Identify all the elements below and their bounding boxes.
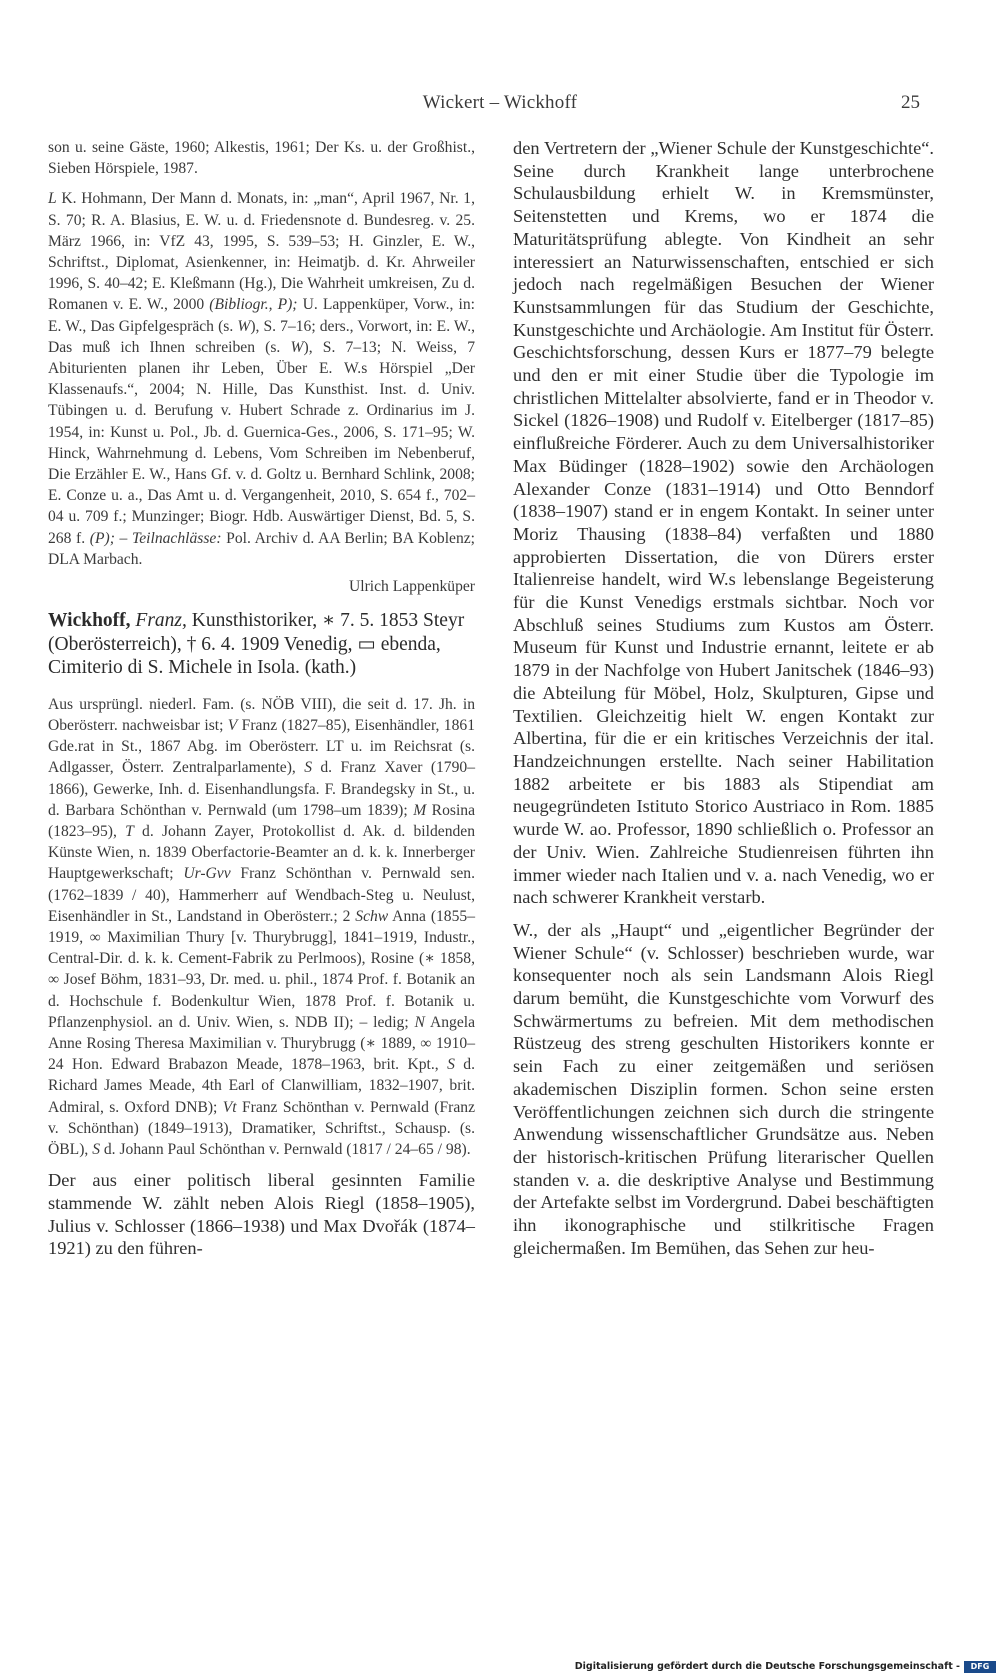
literature-italic: (P); – Teilnachlässe: (89, 529, 222, 547)
biography-paragraph-2: W., der als „Haupt“ und „eigentlicher Begründer der Wiener Schule“ (v. Schlosser) beschrieben wurde, war konsequenter noch als sein Landsmann Alois Riegl darum bemüht, die Kunstgeschichte vom Vorwurf des Schwärmertums zu befreien. Mit dem methodischen Rüstzeug des streng geschulten Historikers konnte er sein Fach zu einer zeitgemäßen und seriösen akademischen Disziplin formen. Schon seine ersten Veröffentlichungen zeichnen sich durch die stringente Anwendung wissenschaftlicher Grundsätze aus. Neben der historisch-kritischen Prüfung literarischer Quellen standen v. a. die deskriptive Analyse und Bestimmung der Artefakte selbst im Vordergrund. Dabei beschäftigten ihn ikonographische und stilkritische Fragen gleichermaßen. Im Bemühen, das Sehen zur heu- (513, 919, 934, 1258)
literature-text: U. Lappenküper, Vorw., in: E. W., Das Gipfelgespräch (s. (48, 296, 475, 335)
genealogy-abbrev: T (125, 822, 134, 840)
genealogy-text: Franz Schönthan v. Pernwald sen. (1762–1839 / 40), Hammerherr auf Wendbach-Steg u. Neulust, Eisenhändler in St., Landstand in Oberösterr.; 2 (48, 865, 476, 925)
genealogy-abbrev: S (447, 1056, 455, 1074)
genealogy-text: Aus ursprüngl. niederl. Fam. (s. NÖB VIII), die seit d. 17. Jh. in Oberösterr. nachweisbar ist; (48, 695, 475, 734)
genealogy-text: d. Franz Xaver (1790–1866), Gewerke, Inh. d. Eisenhandlungsfa. F. Brandegsky in St., u. d. Barbara Schönthan v. Pernwald (um 1798–um 1839); (48, 759, 475, 819)
literature-text: ), S. 7–13; N. Weiss, 7 Abiturienten planen ihr Leben, Über E. W.s Hörspiel „Der Klassenaufs.“, 2004; N. Hille, Das Kunsthist. Inst. d. Univ. Tübingen u. d. Berufung v. Hubert Schrade z. Ordinarius im J. 1954, in: Kunst u. Pol., Jb. d. Guernica-Ges., 2006, S. 171–95; W. Hinck, Wahrnehmung d. Lebens, Vom Schreiben im Nebenberuf, Die Erzähler E. W., Hans Gf. v. d. Goltz u. Bernhard Schlink, 2008; E. Conze u. a., Das Amt u. d. Vergangenheit, 2010, S. 654 f., 702–04 u. 709 f.; Munzinger; Biogr. Hdb. Auswärtiger Dienst, Bd. 5, S. 268 f. (48, 338, 475, 547)
author-signature: Ulrich Lappenküper (349, 578, 475, 596)
literature-italic: (Bibliogr., P); (209, 296, 298, 314)
entry-heading (48, 609, 475, 680)
genealogy-paragraph (48, 694, 475, 1160)
genealogy-text: Anna (1855–1919, ∞ Maximilian Thury [v. Thurybrugg], 1841–1919, Industr., Central-Dir. d. k. k. Cement-Fabrik zu Perlmoos), Rosine (∗ 1858, ∞ Josef Böhm, 1831–93, Dr. med. u. phil., 1874 Prof. f. Botanik an d. Hochschule f. Bodenkultur Wien, 1878 Prof. f. Botanik u. Pflanzenphysiol. an d. Univ. Wien, s. NDB II); – ledig; (48, 907, 475, 1031)
genealogy-text: Angela Anne Rosing Theresa Maximilian v. Thurybrugg (∗ 1889, ∞ 1910–24 Hon. Edward Brabazon Meade, 1878–1963, brit. Kpt., (48, 1013, 476, 1074)
genealogy-abbrev: M (413, 801, 427, 819)
genealogy-text: Franz (1827–85), Eisenhändler, 1861 Gde.rat in St., 1867 Abg. im Oberösterr. LT u. im Reichsrat (s. Adlgasser, Österr. Zentralparlamente), (48, 716, 475, 777)
genealogy-abbrev: Ur-Gvv (183, 865, 231, 883)
entry-vitals: Kunsthistoriker, ∗ 7. 5. 1853 Steyr (Oberösterreich), † 6. 4. 1909 Venedig, ▭ ebenda, Cimiterio di S. Michele in Isola. (kath.) (48, 610, 465, 679)
running-head: Wickert – Wickhoff (422, 92, 578, 113)
genealogy-text: Rosina (1823–95), (48, 801, 476, 840)
left-column (48, 137, 475, 1270)
literature-text: Pol. Archiv d. AA Berlin; BA Koblenz; DLA Marbach. (48, 529, 476, 568)
literature-paragraph (48, 188, 475, 570)
biography-paragraph-start: Der aus einer politisch liberal gesinnten Familie stammende W. zählt neben Alois Riegl (1858–1905), Julius v. Schlosser (1866–1938) und Max Dvořák (1874–1921) zu den führen- (48, 1170, 475, 1259)
literature-italic: W (237, 317, 251, 335)
entry-name: Wickhoff, (48, 610, 131, 632)
genealogy-abbrev: Schw (355, 907, 389, 925)
genealogy-text: d. Johann Paul Schönthan v. Pernwald (1817 / 24–65 / 98). (99, 1141, 471, 1159)
genealogy-abbrev: V (227, 716, 238, 734)
literature-text: K. Hohmann, Der Mann d. Monats, in: „man“, April 1967, Nr. 1, S. 70; R. A. Blasius, E. W. u. d. Friedensnote d. Bundesreg. v. 25. März 1966, in: VfZ 43, 1995, S. 539–53; H. Ginzler, E. W., Schriftst., Diplomat, Asienkenner, in: Heimatjb. d. Kr. Ahrweiler 1996, S. 40–42; E. Kleßmann (Hg.), Die Wahrheit umkreisen, Zu d. Romanen v. E. W., 2000 (48, 190, 475, 314)
genealogy-text: d. Johann Zayer, Protokollist d. Ak. d. bildenden Künste Wien, n. 1839 Oberfactorie-Beamter an d. k. k. Innerberger Hauptgewerkschaft; (48, 822, 475, 883)
entry-firstname: Franz, (135, 610, 187, 632)
genealogy-abbrev: S (304, 759, 312, 777)
literature-label: L (48, 190, 57, 208)
genealogy-abbrev: Vt (222, 1098, 237, 1116)
footer (0, 1660, 1000, 1675)
dfg-logo: DFG (964, 1661, 996, 1673)
literature-italic: W (290, 338, 304, 356)
page-number: 25 (901, 92, 920, 113)
genealogy-abbrev: N (414, 1013, 425, 1031)
biography-paragraph-1: den Vertretern der „Wiener Schule der Kunstgeschichte“. Seine durch Krankheit lange unterbrochene Schulausbildung erhielt W. in Kremsmünster, Seitenstetten und Krems, wo er 1874 die Maturitätsprüfung ablegte. Von Kindheit an sehr interessiert an Naturwissenschaften, entschied er sich jedoch nach regelmäßigen Besuchen der Wiener Kunstsammlungen für das Studium der Geschichte, Kunstgeschichte und Archäologie. Am Institut für Österr. Geschichtsforschung, dessen Kurs er 1877–79 belegte und den er mit einer Studie über die Typologie im christlichen Mittelalter absolvierte, fand er in Theodor v. Sickel (1826–1908) und Rudolf v. Eitelberger (1817–85) einflußreiche Förderer. Auch zu dem Universalhistoriker Max Büdinger (1828–1902) sowie den Archäologen Alexander Conze (1831–1914) und Otto Benndorf (1838–1907) stand er in engem Kontakt. In seiner unter Moriz Thausing (1838–84) verfaßten und 1880 approbierten Dissertation, die von Dürers erster Italienreise handelt, wird W.s lebenslange Begeisterung für die Kunst Venedigs erstmals sichtbar. Noch vor Abschluß seines Studiums zum Kustos am Österr. Museum für Kunst und Industrie ernannt, leitete er ab 1879 in der Nachfolge von Hubert Janitschek (1846–93) die Abteilung für Möbel, Holz, Skulpturen, Gipse und Textilien. Gleichzeitig hielt W. engen Kontakt zur Albertina, für die er ein kritisches Verzeichnis der ital. Handzeichnungen erstellte. Nach seiner Habilitation 1882 arbeitete er bis 1883 als Stipendiat am neugegründeten Istituto Storico Austriaco in Rom. 1885 wurde W. ao. Professor, 1890 schließlich o. Professor an der Univ. Wien. Zahlreiche Studienreisen führten ihn immer wieder nach Italien und v. a. nach Venedig, wo er nach schwerer Krankheit verstarb. (513, 138, 934, 908)
genealogy-abbrev: S (92, 1141, 100, 1159)
genealogy-text: d. Richard James Meade, 4th Earl of Clanwilliam, 1832–1907, brit. Admiral, s. Oxford DNB); (48, 1056, 476, 1116)
right-column (513, 137, 934, 1269)
funding-note: Digitalisierung gefördert durch die Deutsche Forschungsgemeinschaft - (574, 1661, 960, 1672)
literature-text: ), S. 7–16; ders., Vorwort, in: E. W., Das muß ich Ihnen schreiben (s. (48, 317, 475, 356)
genealogy-text: Franz Schönthan v. Pernwald (Franz v. Schönthan) (1849–1913), Dramatiker, Schriftst., Schausp. (s. ÖBL), (48, 1098, 475, 1159)
continued-works: son u. seine Gäste, 1960; Alkestis, 1961; Der Ks. u. der Großhist., Sieben Hörspiele, 1987. (48, 139, 475, 178)
